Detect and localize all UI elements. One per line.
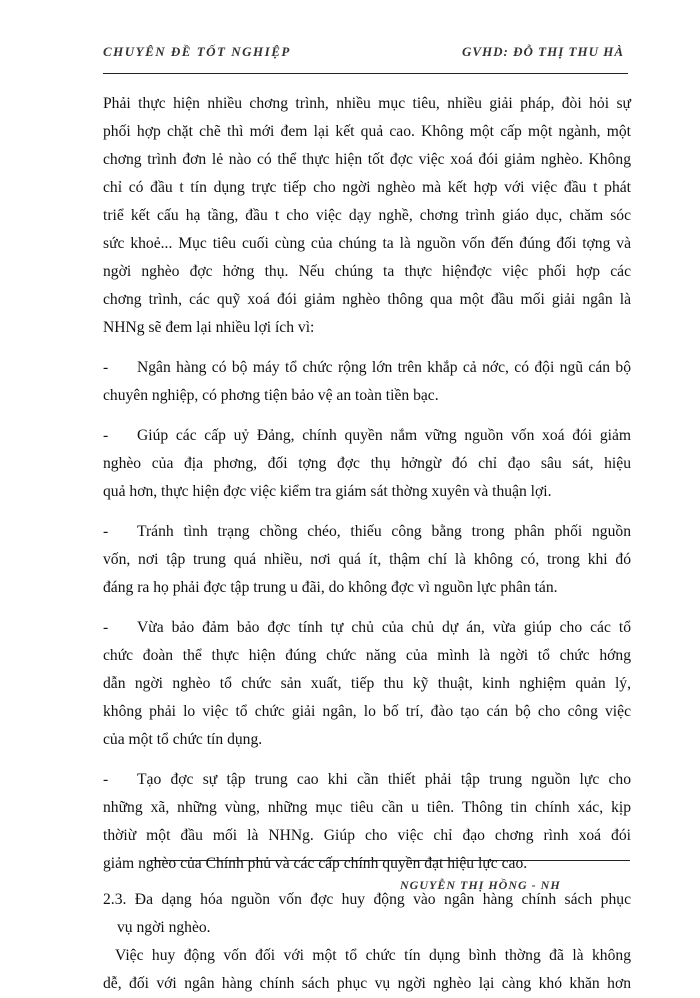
text-line: Tạo đợc sự tập trung cao khi cần thiết phải tập trung nguồn lực cho [137, 771, 631, 788]
bullet-dash: - [103, 523, 109, 540]
text-line: Ngân hàng có bộ máy tổ chức rộng lớn trên khắp cả nớc, có đội ngũ cán bộ [137, 359, 631, 376]
text-line: Giúp các cấp uỷ Đảng, chính quyền nắm vững nguồn vốn xoá đói giảm [137, 427, 631, 444]
text-line: thờiừ một đầu mối là NHNg. Giúp cho việc chỉ đạo chơng rình xoá đói [103, 827, 631, 844]
text-line: phối hợp chặt chẽ thì mới đem lại kết quả cao. Không một cấp một ngành, một [103, 123, 631, 140]
text-line: chức đoàn thể thực hiện đúng chức năng của mình là ngời tổ chức hớng [103, 647, 631, 664]
text-line: ngời nghèo đợc hởng thụ. Nếu chúng ta thực hiệnđợc việc phối hợp các [103, 263, 631, 280]
header-left-title: CHUYÊN ĐỀ TỐT NGHIỆP [103, 44, 291, 59]
bullet-item [103, 614, 631, 754]
text-line: những xã, những vùng, những mục tiêu cần u tiên. Thông tin chính xác, kịp [103, 799, 631, 816]
header-rule [103, 73, 628, 74]
text-line: vụ ngời nghèo. [117, 919, 211, 936]
footer-rule [150, 860, 630, 861]
text-line: chỉ có đầu t tín dụng trực tiếp cho ngời nghèo mà kết hợp với việc đầu t phát [103, 179, 631, 196]
footer-author: NGUYỄN THỊ HỒNG - NH [400, 878, 561, 892]
section-heading [103, 886, 631, 942]
text-line: không phải lo việc tổ chức giải ngân, lo bố trí, đào tạo cán bộ cho công việc [103, 703, 631, 720]
bullet-dash: - [103, 771, 109, 788]
bullet-dash: - [103, 359, 109, 376]
header-right-author: GVHD: ĐỖ THỊ THU HÀ [462, 44, 624, 59]
text-line: sức khoẻ... Mục tiêu cuối cùng của chúng ta là nguồn vốn đến đúng đối tợng và [103, 235, 631, 252]
document-body [103, 90, 631, 998]
text-line: chuyên nghiệp, có phơng tiện bảo vệ an toàn tiền bạc. [103, 387, 439, 404]
text-line: Vừa bảo đảm bảo đợc tính tự chủ của chủ dự án, vừa giúp cho các tổ [137, 619, 631, 636]
bullet-item [103, 518, 631, 602]
text-line: chơng trình đơn lẻ nào có thể thực hiện tốt đợc việc xoá đói giảm nghèo. Không [103, 151, 631, 168]
paragraph-final [103, 942, 631, 998]
text-line: vốn, nơi tập trung quá nhiều, nơi quá ít, thậm chí là không có, trong khi đó [103, 551, 631, 568]
text-line: của một tổ chức tín dụng. [103, 731, 263, 748]
text-line: NHNg sẽ đem lại nhiều lợi ích vì: [103, 319, 315, 336]
text-line: đáng ra họ phải đợc tập trung u đãi, do không đợc vì nguồn lực phân tán. [103, 579, 558, 596]
bullet-dash: - [103, 427, 109, 444]
text-line: quả hơn, thực hiện đợc việc kiểm tra giám sát thờng xuyên và thuận lợi. [103, 483, 552, 500]
text-line: Phải thực hiện nhiều chơng trình, nhiều mục tiêu, nhiều giải pháp, đòi hỏi sự [103, 95, 631, 112]
text-line: chơng trình, các quỹ xoá đói giảm nghèo thông qua một đầu mối giải ngân là [103, 291, 631, 308]
bullet-item [103, 766, 631, 878]
text-line: giảm nghèo của Chính phủ và các cấp chính quyền đạt hiệu lực cao. [103, 855, 528, 872]
text-line: nghèo của địa phơng, đối tợng đợc thụ hởngừ đó chỉ đạo sâu sát, hiệu [103, 455, 631, 472]
text-line: Tránh tình trạng chồng chéo, thiếu công bằng trong phân phối nguồn [137, 523, 631, 540]
bullet-item [103, 354, 631, 410]
text-line: Việc huy động vốn đối với một tổ chức tín dụng bình thờng đã là không [115, 947, 631, 964]
paragraph-intro [103, 90, 631, 342]
text-line: dễ, đối với ngân hàng chính sách phục vụ ngời nghèo lại càng khó khăn hơn [103, 975, 631, 992]
text-line: triể kết cấu hạ tầng, đầu t cho việc dạy nghề, chơng trình giáo dục, chăm sóc [103, 207, 631, 224]
text-line: dẫn ngời nghèo tổ chức sản xuất, tiếp thu kỹ thuật, kinh nghiệm quản lý, [103, 675, 631, 692]
bullet-dash: - [103, 619, 109, 636]
text-line: 2.3. Đa dạng hóa nguồn vốn đợc huy động vào ngân hàng chính sách phục [103, 891, 631, 908]
bullet-item [103, 422, 631, 506]
